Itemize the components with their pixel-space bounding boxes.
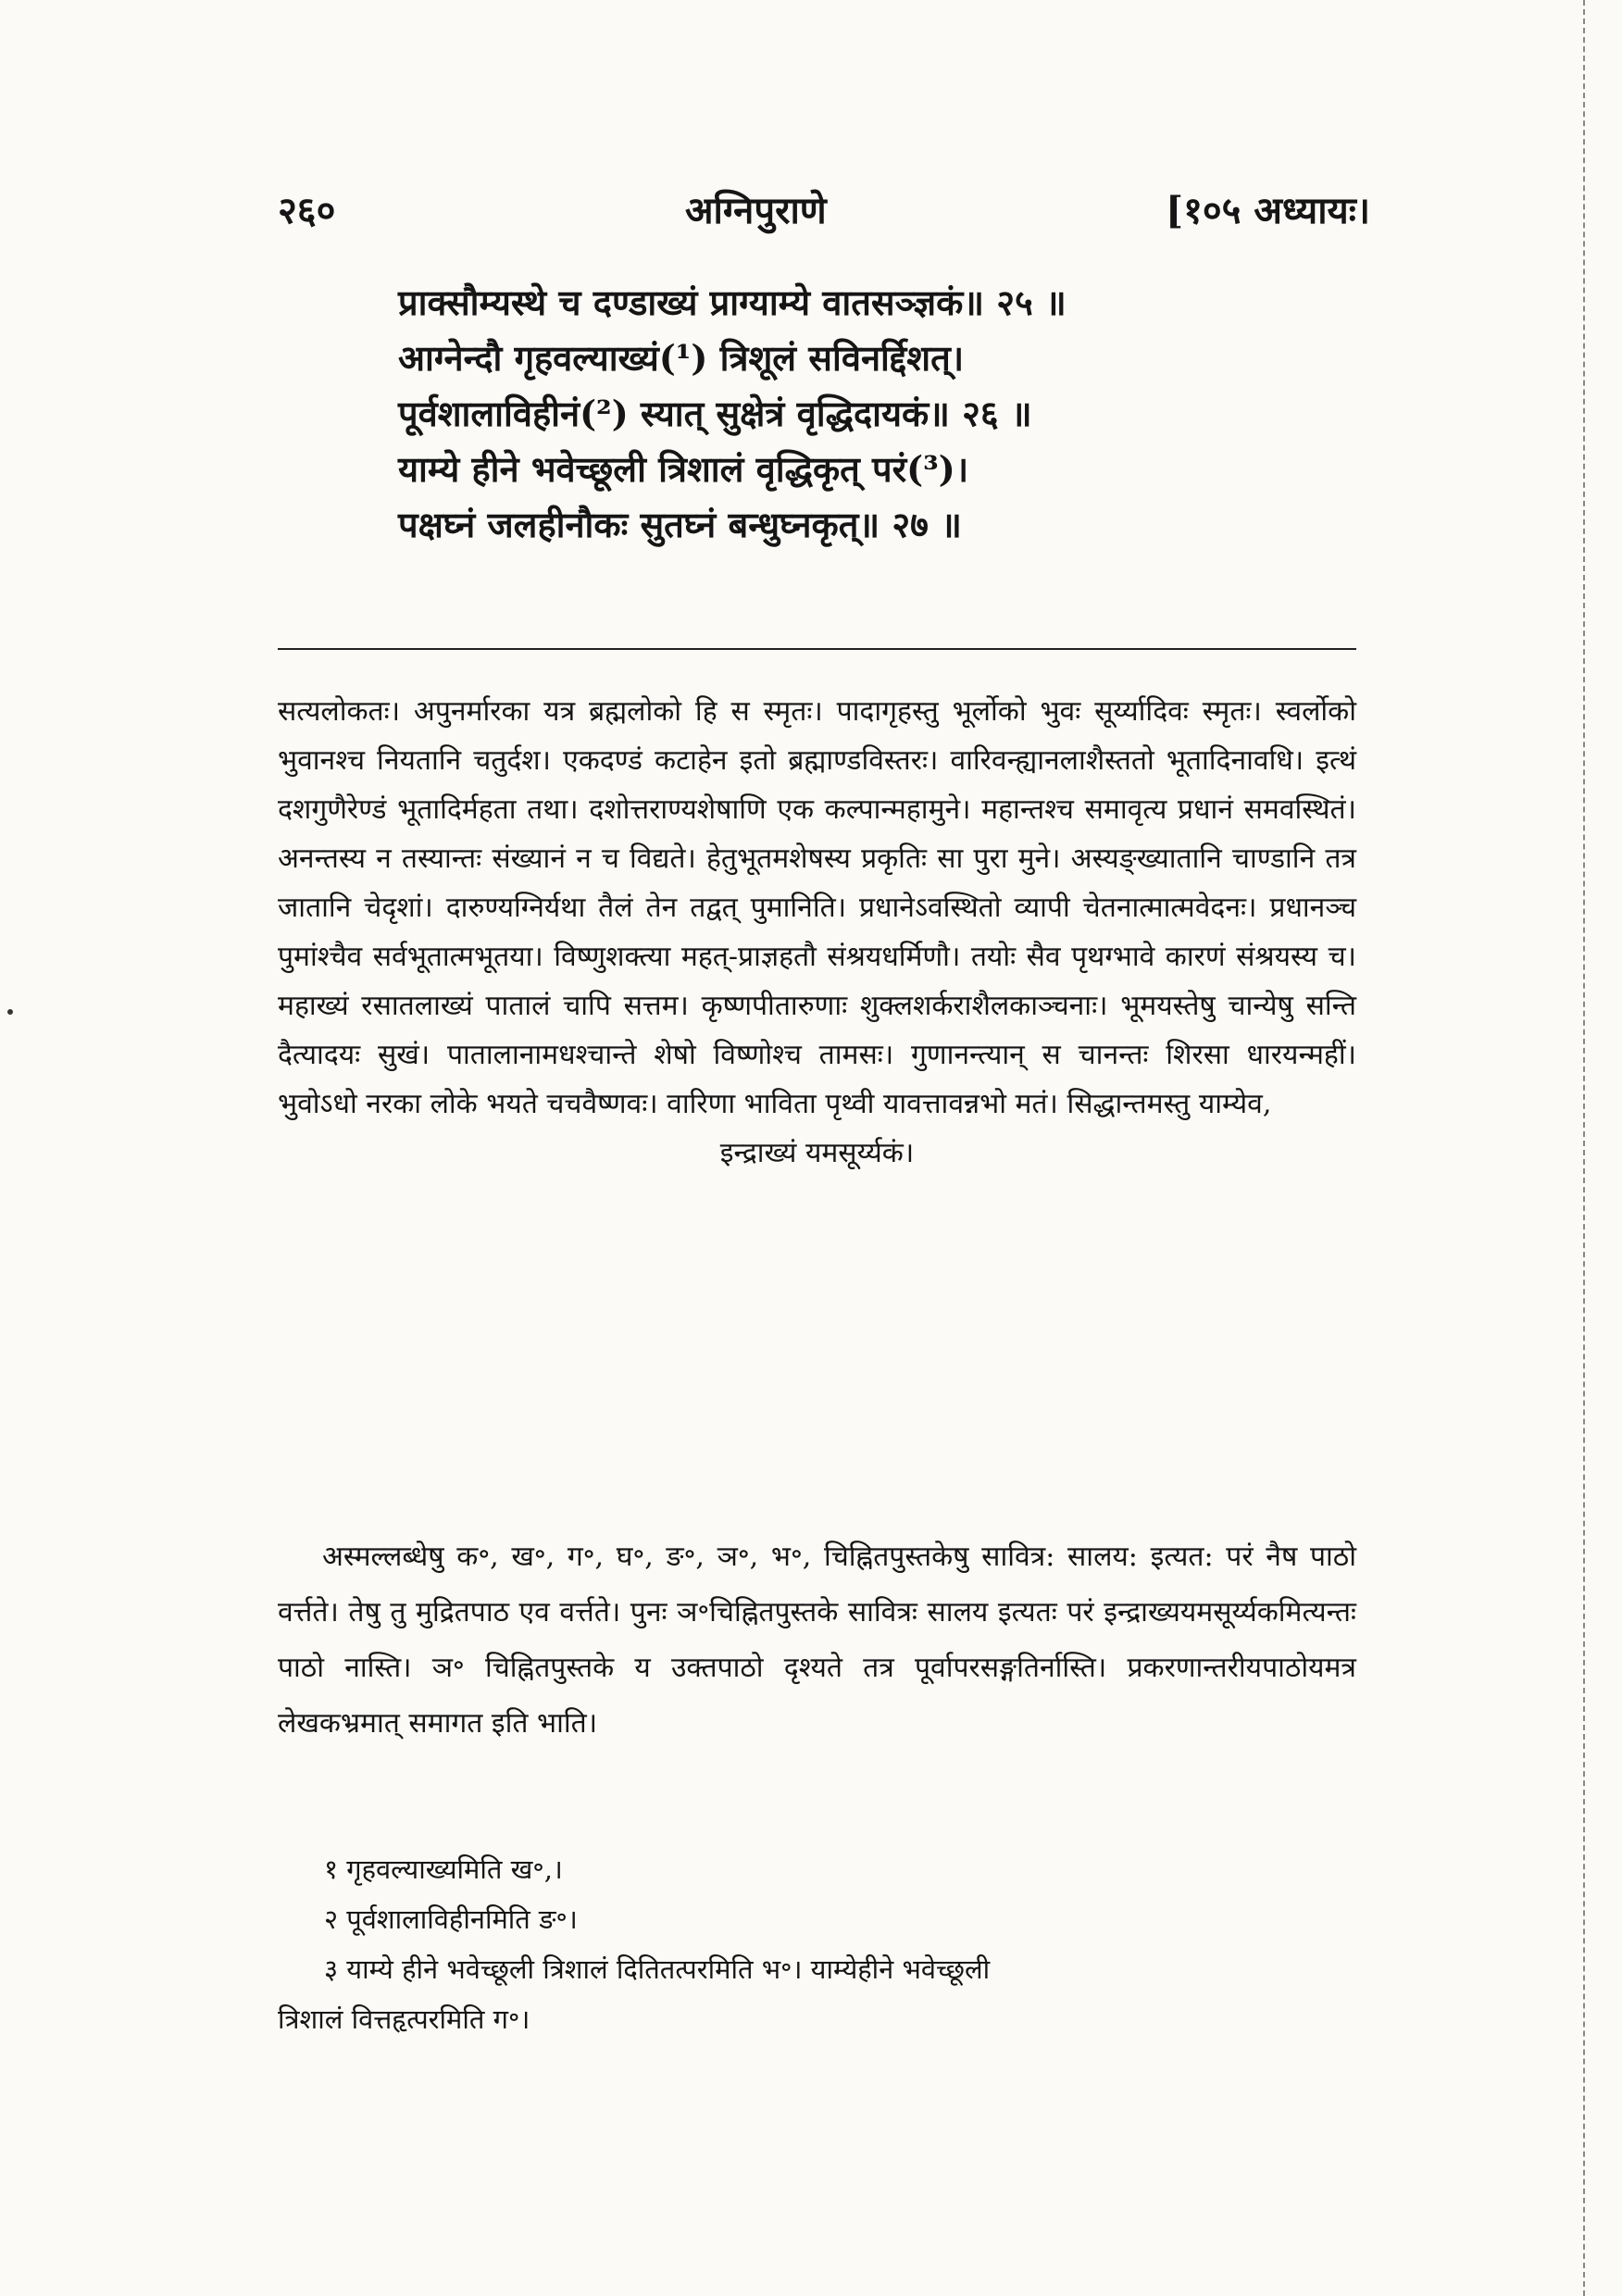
footnotes <box>278 1844 1356 2044</box>
editorial-note <box>278 1529 1356 1752</box>
page-number: २६० <box>278 189 336 232</box>
commentary-block <box>278 687 1356 1178</box>
footnote: ३ याम्ये हीने भवेच्छूली त्रिशालं दितितत्परमिति भ॰। याम्येहीने भवेच्छूली <box>324 1953 991 1985</box>
page-edge-line <box>1583 0 1585 2296</box>
footnote-continuation: त्रिशालं वित्तहृत्परमिति ग॰। <box>278 2003 530 2035</box>
margin-dot <box>7 1009 13 1015</box>
divider-rule <box>278 648 1356 650</box>
running-title: अग्निपुराणे <box>685 189 827 232</box>
chapter-label: [१०५ अध्यायः। <box>1166 189 1370 232</box>
commentary-centered-line: इन्द्राख्यं यमसूर्य्यकं। <box>719 1137 915 1169</box>
commentary-paragraph: सत्यलोकतः। अपुनर्मारका यत्र ब्रह्मलोको हि स स्मृतः। पादागृहस्तु भूर्लोको भुवः सूर्य्यादिवः स्मृतः। स्वर्लोको भुवानश्च नियतानि चतुर्दश। एकदण्डं कटाहेन इतो ब्रह्माण्डविस्तरः। वारिवन्ह्यानलाशैस्ततो भूतादिनावधि। इत्थं दशगुणैरेण्डं भूतादिर्महता तथा। दशोत्तराण्यशेषाणि एक कल्पान्महामुने। महान्तश्च समावृत्य प्रधानं समवस्थितं। अनन्तस्य न तस्यान्तः संख्यानं न च विद्यते। हेतुभूतमशेषस्य प्रकृतिः सा पुरा मुने। अस्यङ्ख्यातानि चाण्डानि तत्र जातानि चेदृशां। दारुण्यग्निर्यथा तैलं तेन तद्वत् पुमानिति। प्रधानेऽवस्थितो व्यापी चेतनात्मात्मवेदनः। प्रधानञ्च पुमांश्चैव सर्वभूतात्मभूतया। विष्णुशक्त्या महत्-प्राज्ञहतौ संश्रयधर्मिणौ। तयोः सैव पृथग्भावे कारणं संश्रयस्य च। महाख्यं रसातलाख्यं पातालं चापि सत्तम। कृष्णपीतारुणाः शुक्लशर्कराशैलकाञ्चनाः। भूमयस्तेषु चान्येषु सन्ति दैत्यादयः सुखं। पातालानामधश्चान्ते शेषो विष्णोश्च तामसः। गुणानन्त्यान् स चानन्तः शिरसा धारयन्महीं। भुवोऽधो नरका लोके भयते चचवैष्णवः। वारिणा भाविता पृथ्वी यावत्तावन्नभो मतं। सिद्धान्तमस्तु याम्येव, <box>278 695 1357 1120</box>
verse-line: प्राक्सौम्यस्थे च दण्डाख्यं प्राग्याम्ये वातसञ्ज्ञकं॥ २५ ॥ <box>398 281 1067 323</box>
editorial-note-paragraph: अस्मल्लब्धेषु क॰, ख॰, ग॰, घ॰, ङ॰, ञ॰, भ॰, चिह्नितपुस्तकेषु सावित्र: सालय: इत्यत: परं नैष पाठो वर्त्तते। तेषु तु मुद्रितपाठ एव वर्त्तते। पुनः ञ॰चिह्नितपुस्तके सावित्रः सालय इत्यतः परं इन्द्राख्ययमसूर्य्यकमित्यन्तः पाठो नास्ति। ञ॰ चिह्नितपुस्तके य उक्तपाठो दृश्यते तत्र पूर्वापरसङ्गतिर्नास्ति। प्रकरणान्तरीयपाठोयमत्र लेखकभ्रमात् समागत इति भाति। <box>278 1541 1356 1740</box>
verse-line: पक्षघ्नं जलहीनौकः सुतघ्नं बन्धुघ्नकृत्॥ २७ ॥ <box>398 504 962 545</box>
footnote: २ पूर्वशालाविहीनमिति ङ॰। <box>324 1903 578 1935</box>
page-header <box>278 183 1370 239</box>
verse-line: पूर्वशालाविहीनं(²) स्यात् सुक्षेत्रं वृद्धिदायकं॥ २६ ॥ <box>398 393 1032 434</box>
verse-line: आग्नेन्दौ गृहवल्याख्यं(¹) त्रिशूलं सविनर्द्दिशत्। <box>398 337 965 379</box>
verse-line: याम्ये हीने भवेच्छूली त्रिशालं वृद्धिकृत् परं(³)। <box>398 448 969 490</box>
footnote: १ गृहवल्याख्यमिति ख॰,। <box>324 1853 563 1885</box>
verse-block <box>398 278 1333 555</box>
